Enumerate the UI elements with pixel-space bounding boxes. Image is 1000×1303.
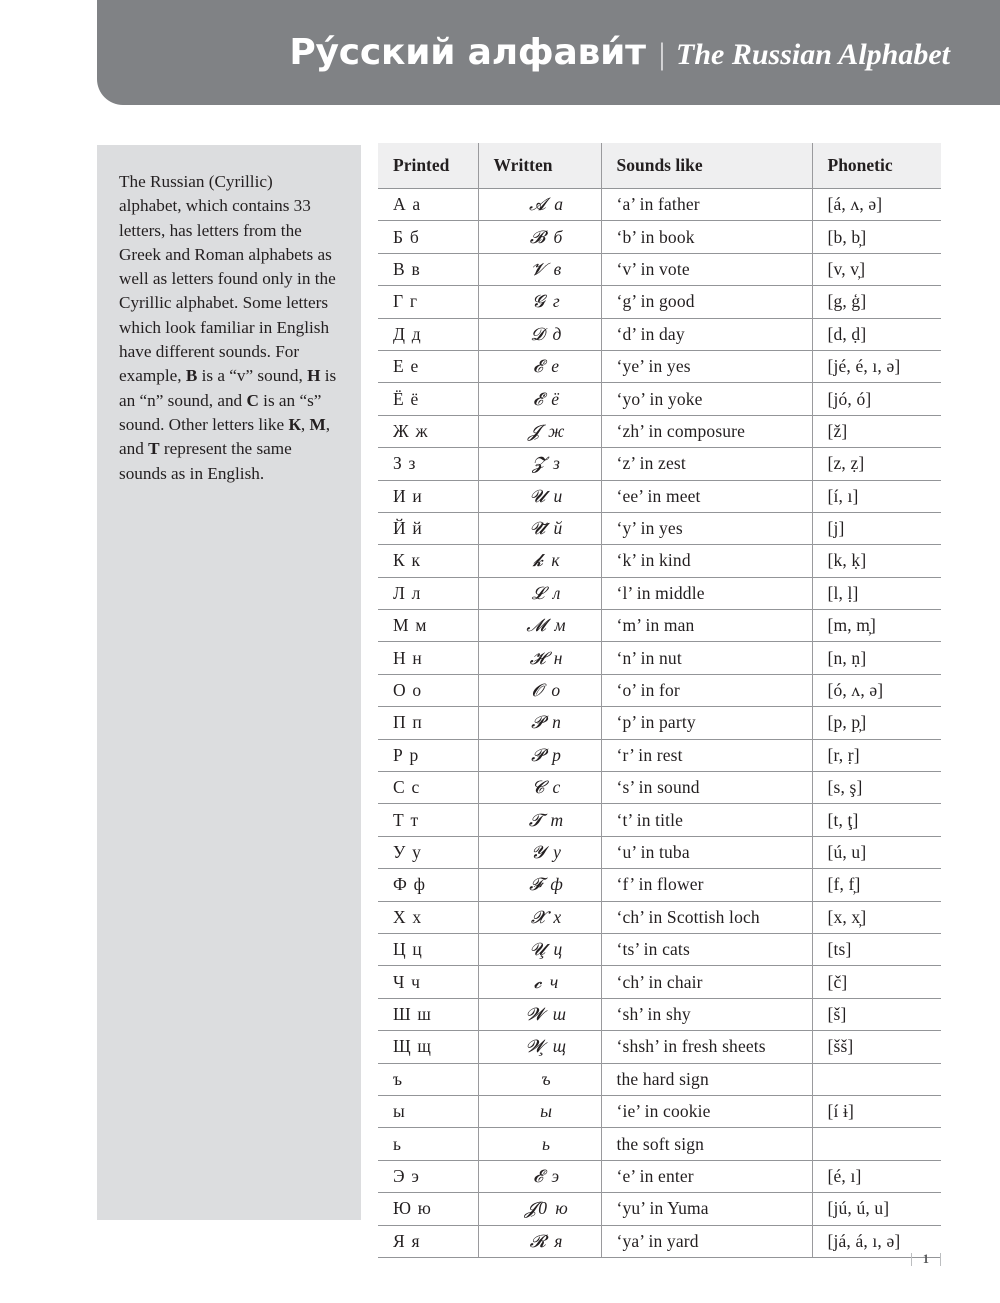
column-header-sounds-like: Sounds like: [601, 143, 812, 189]
cell-written-letter: 𝓩 з: [478, 448, 601, 480]
cell-phonetic: [jú, ú, u]: [812, 1193, 941, 1225]
table-header-row: [378, 143, 941, 189]
cell-phonetic: [m, m̦]: [812, 610, 941, 642]
cell-sounds-like: ‘y’ in yes: [601, 512, 812, 544]
cell-sounds-like: ‘r’ in rest: [601, 739, 812, 771]
cell-sounds-like: ‘b’ in book: [601, 221, 812, 253]
table-row: [378, 189, 941, 221]
cell-written-letter: 𝓙 ж: [478, 415, 601, 447]
cell-printed-letter: Э э: [378, 1160, 478, 1192]
table-row: [378, 1160, 941, 1192]
cell-printed-letter: П п: [378, 707, 478, 739]
cell-sounds-like: ‘s’ in sound: [601, 772, 812, 804]
cell-sounds-like: ‘o’ in for: [601, 674, 812, 706]
cell-written-letter: 𝓔̈ ё: [478, 383, 601, 415]
cell-phonetic: [já, á, ı, ə]: [812, 1225, 941, 1257]
cell-sounds-like: ‘u’ in tuba: [601, 836, 812, 868]
cell-printed-letter: У у: [378, 836, 478, 868]
cell-phonetic: [g, ģ]: [812, 286, 941, 318]
cell-sounds-like: ‘ya’ in yard: [601, 1225, 812, 1257]
cell-written-letter: 𝓗 н: [478, 642, 601, 674]
cell-phonetic: [n, ṇ]: [812, 642, 941, 674]
table-row: [378, 933, 941, 965]
cell-written-letter: 𝓥 в: [478, 253, 601, 285]
cell-printed-letter: ы: [378, 1095, 478, 1127]
cell-written-letter: 𝓙0 ю: [478, 1193, 601, 1225]
cell-sounds-like: ‘f’ in flower: [601, 869, 812, 901]
table-row: [378, 415, 941, 447]
table-row: [378, 221, 941, 253]
cell-phonetic: [k, ḳ]: [812, 545, 941, 577]
header-title-group: [289, 32, 950, 73]
cell-written-letter: 𝓣 т: [478, 804, 601, 836]
cell-written-letter: 𝓐 а: [478, 189, 601, 221]
cell-printed-letter: Н н: [378, 642, 478, 674]
cell-phonetic: [r, ṛ]: [812, 739, 941, 771]
title-separator: |: [658, 36, 666, 71]
cell-printed-letter: Ц ц: [378, 933, 478, 965]
table-row: [378, 966, 941, 998]
table-row: [378, 1225, 941, 1257]
cell-written-letter: 𝓦̧ щ: [478, 1031, 601, 1063]
page-header-banner: [97, 0, 1000, 105]
cell-printed-letter: Щ щ: [378, 1031, 478, 1063]
table-row: [378, 998, 941, 1030]
cell-printed-letter: Й й: [378, 512, 478, 544]
cell-printed-letter: З з: [378, 448, 478, 480]
cell-printed-letter: Ч ч: [378, 966, 478, 998]
page-footer: [911, 1252, 941, 1267]
table-row: [378, 707, 941, 739]
cell-written-letter: 𝓜 м: [478, 610, 601, 642]
cell-written-letter: ъ: [478, 1063, 601, 1095]
cell-written-letter: 𝓴 к: [478, 545, 601, 577]
cell-sounds-like: ‘sh’ in shy: [601, 998, 812, 1030]
cell-sounds-like: ‘ch’ in Scottish loch: [601, 901, 812, 933]
cell-phonetic: [j]: [812, 512, 941, 544]
footer-rule-left: [911, 1253, 912, 1266]
cell-sounds-like: ‘yo’ in yoke: [601, 383, 812, 415]
sidebar-text-run: ,: [300, 414, 310, 434]
sidebar-paragraph: [119, 170, 339, 486]
cell-phonetic: [d, ḍ]: [812, 318, 941, 350]
cell-sounds-like: ‘g’ in good: [601, 286, 812, 318]
cell-phonetic: [b, b̦]: [812, 221, 941, 253]
cell-phonetic: [jó, ó]: [812, 383, 941, 415]
cell-phonetic: [v, v̦]: [812, 253, 941, 285]
column-header-printed: Printed: [378, 143, 478, 189]
cell-phonetic: [jé, é, ı, ə]: [812, 350, 941, 382]
cell-printed-letter: Р р: [378, 739, 478, 771]
cell-written-letter: 𝓔 э: [478, 1160, 601, 1192]
table-row: [378, 1063, 941, 1095]
cell-sounds-like: ‘t’ in title: [601, 804, 812, 836]
table-row: [378, 350, 941, 382]
cell-sounds-like: ‘d’ in day: [601, 318, 812, 350]
cell-phonetic: [812, 1063, 941, 1095]
sidebar-note-box: [97, 145, 361, 1220]
cell-printed-letter: ь: [378, 1128, 478, 1160]
cell-written-letter: 𝓑 б: [478, 221, 601, 253]
cell-phonetic: [ž]: [812, 415, 941, 447]
cell-sounds-like: ‘n’ in nut: [601, 642, 812, 674]
cell-written-letter: 𝓤 и: [478, 480, 601, 512]
cell-written-letter: 𝓛 л: [478, 577, 601, 609]
sidebar-bold-letter: В: [185, 366, 198, 386]
cell-phonetic: [z, ẓ]: [812, 448, 941, 480]
table-row: [378, 1193, 941, 1225]
cell-printed-letter: К к: [378, 545, 478, 577]
cell-written-letter: 𝓬 ч: [478, 966, 601, 998]
cell-sounds-like: ‘v’ in vote: [601, 253, 812, 285]
table-row: [378, 674, 941, 706]
cell-phonetic: [x, x̦]: [812, 901, 941, 933]
cell-sounds-like: ‘shsh’ in fresh sheets: [601, 1031, 812, 1063]
cell-sounds-like: ‘yu’ in Yuma: [601, 1193, 812, 1225]
cell-phonetic: [ú, u]: [812, 836, 941, 868]
cell-phonetic: [812, 1128, 941, 1160]
cell-phonetic: [ts]: [812, 933, 941, 965]
cell-printed-letter: В в: [378, 253, 478, 285]
table-row: [378, 772, 941, 804]
cell-phonetic: [é, ı]: [812, 1160, 941, 1192]
sidebar-text-run: , and: [119, 414, 331, 459]
table-row: [378, 448, 941, 480]
sidebar-text-run: is a “v” sound,: [197, 366, 308, 386]
sidebar-text-run: is an “s” sound. Other letters like: [119, 390, 322, 434]
sidebar-bold-letter: С: [246, 390, 259, 410]
cell-printed-letter: А а: [378, 189, 478, 221]
sidebar-bold-letter: К: [288, 414, 301, 434]
footer-rule-right: [940, 1253, 941, 1266]
column-header-phonetic: Phonetic: [812, 143, 941, 189]
cell-sounds-like: ‘ee’ in meet: [601, 480, 812, 512]
cell-written-letter: 𝓟 р: [478, 739, 601, 771]
page-title-russian: Рýсский алфави́т: [289, 32, 646, 73]
column-header-written: Written: [478, 143, 601, 189]
cell-sounds-like: ‘z’ in zest: [601, 448, 812, 480]
cell-phonetic: [p, p̦]: [812, 707, 941, 739]
table-body: [378, 189, 941, 1258]
alphabet-table: [378, 143, 941, 1258]
cell-printed-letter: Л л: [378, 577, 478, 609]
cell-phonetic: [šš]: [812, 1031, 941, 1063]
cell-written-letter: 𝓓 д: [478, 318, 601, 350]
table-row: [378, 836, 941, 868]
table-row: [378, 545, 941, 577]
cell-printed-letter: С с: [378, 772, 478, 804]
cell-written-letter: 𝓤̧ ц: [478, 933, 601, 965]
cell-phonetic: [á, ʌ, ə]: [812, 189, 941, 221]
cell-written-letter: 𝓨 у: [478, 836, 601, 868]
table-row: [378, 642, 941, 674]
table-row: [378, 610, 941, 642]
table-row: [378, 1031, 941, 1063]
sidebar-text-run: represent the same sounds as in English.: [119, 439, 292, 483]
table-row: [378, 739, 941, 771]
cell-phonetic: [í ɨ]: [812, 1095, 941, 1127]
cell-written-letter: 𝓡 я: [478, 1225, 601, 1257]
cell-phonetic: [f, f̦]: [812, 869, 941, 901]
table-row: [378, 512, 941, 544]
table-row: [378, 901, 941, 933]
cell-printed-letter: Т т: [378, 804, 478, 836]
table-row: [378, 253, 941, 285]
cell-printed-letter: Я я: [378, 1225, 478, 1257]
cell-printed-letter: Г г: [378, 286, 478, 318]
cell-written-letter: 𝓞 о: [478, 674, 601, 706]
cell-sounds-like: ‘ch’ in chair: [601, 966, 812, 998]
cell-sounds-like: ‘zh’ in composure: [601, 415, 812, 447]
table-row: [378, 804, 941, 836]
cell-sounds-like: ‘l’ in middle: [601, 577, 812, 609]
table-row: [378, 1128, 941, 1160]
page-title-english: The Russian Alphabet: [676, 38, 950, 71]
cell-printed-letter: Е е: [378, 350, 478, 382]
cell-phonetic: [í, ı]: [812, 480, 941, 512]
cell-written-letter: ы: [478, 1095, 601, 1127]
table-row: [378, 480, 941, 512]
table-row: [378, 286, 941, 318]
cell-written-letter: 𝓕 ф: [478, 869, 601, 901]
table-row: [378, 577, 941, 609]
cell-sounds-like: ‘ye’ in yes: [601, 350, 812, 382]
cell-sounds-like: ‘e’ in enter: [601, 1160, 812, 1192]
cell-printed-letter: Д д: [378, 318, 478, 350]
cell-printed-letter: Ю ю: [378, 1193, 478, 1225]
cell-written-letter: 𝓔 е: [478, 350, 601, 382]
sidebar-bold-letter: М: [309, 414, 326, 434]
cell-sounds-like: ‘p’ in party: [601, 707, 812, 739]
cell-phonetic: [t, ţ]: [812, 804, 941, 836]
table-row: [378, 383, 941, 415]
cell-phonetic: [š]: [812, 998, 941, 1030]
cell-printed-letter: Ф ф: [378, 869, 478, 901]
page-number: 1: [922, 1252, 929, 1266]
cell-printed-letter: Ё ё: [378, 383, 478, 415]
cell-sounds-like: ‘k’ in kind: [601, 545, 812, 577]
cell-phonetic: [ó, ʌ, ə]: [812, 674, 941, 706]
cell-sounds-like: the hard sign: [601, 1063, 812, 1095]
sidebar-text-run: The Russian (Cyrillic) alphabet, which contains 33 letters, has letters from the Greek and Roman alphabets as well as letters found only in the Cyrillic alphabet. Some letters which look familiar in English have different sounds. For example,: [119, 172, 336, 386]
cell-printed-letter: Ш ш: [378, 998, 478, 1030]
cell-phonetic: [l, ḷ]: [812, 577, 941, 609]
cell-written-letter: 𝓦 ш: [478, 998, 601, 1030]
cell-phonetic: [č]: [812, 966, 941, 998]
cell-printed-letter: И и: [378, 480, 478, 512]
table-row: [378, 869, 941, 901]
cell-phonetic: [s, ş]: [812, 772, 941, 804]
cell-printed-letter: М м: [378, 610, 478, 642]
cell-written-letter: 𝓤̆ й: [478, 512, 601, 544]
cell-sounds-like: ‘a’ in father: [601, 189, 812, 221]
cell-written-letter: ь: [478, 1128, 601, 1160]
table-header: [378, 143, 941, 189]
cell-printed-letter: О о: [378, 674, 478, 706]
table-row: [378, 1095, 941, 1127]
cell-printed-letter: Х х: [378, 901, 478, 933]
cell-printed-letter: Б б: [378, 221, 478, 253]
table-row: [378, 318, 941, 350]
cell-sounds-like: ‘m’ in man: [601, 610, 812, 642]
cell-sounds-like: the soft sign: [601, 1128, 812, 1160]
sidebar-bold-letter: Т: [148, 439, 160, 459]
cell-sounds-like: ‘ie’ in cookie: [601, 1095, 812, 1127]
cell-written-letter: 𝓧 х: [478, 901, 601, 933]
cell-written-letter: 𝓒 с: [478, 772, 601, 804]
sidebar-bold-letter: Н: [307, 366, 321, 386]
cell-printed-letter: ъ: [378, 1063, 478, 1095]
cell-sounds-like: ‘ts’ in cats: [601, 933, 812, 965]
cell-printed-letter: Ж ж: [378, 415, 478, 447]
cell-written-letter: 𝓟 п: [478, 707, 601, 739]
sidebar-text-run: is an “n” sound, and: [119, 366, 337, 410]
cell-written-letter: 𝓖 г: [478, 286, 601, 318]
